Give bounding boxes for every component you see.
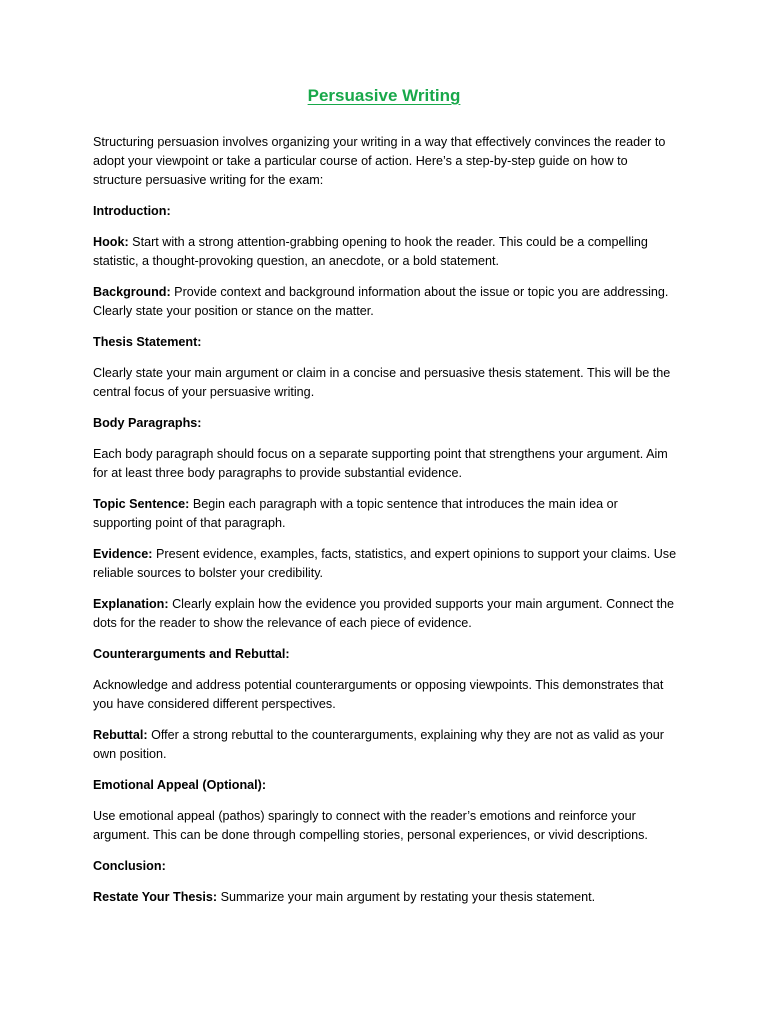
explanation-paragraph	[93, 595, 678, 633]
evidence-paragraph	[93, 545, 678, 583]
evidence-text: Present evidence, examples, facts, statistics, and expert opinions to support your claims. Use reliable sources to bolster your credibility.	[93, 547, 677, 580]
introduction-heading: Introduction:	[93, 204, 171, 218]
background-text: Provide context and background information about the issue or topic you are addressing. Clearly state your position or stance on the matter.	[93, 285, 669, 318]
restate-thesis-label: Restate Your Thesis:	[93, 890, 218, 904]
background-label: Background:	[93, 285, 171, 299]
hook-label: Hook:	[93, 235, 129, 249]
conclusion-heading: Conclusion:	[93, 859, 166, 873]
explanation-text: Clearly explain how the evidence you provided supports your main argument. Connect the dots for the reader to show the relevance of each piece of evidence.	[93, 597, 675, 630]
rebuttal-text: Offer a strong rebuttal to the counterarguments, explaining why they are not as valid as your own position.	[93, 728, 664, 761]
page-title: Persuasive Writing	[307, 86, 461, 105]
topic-sentence-paragraph	[93, 495, 678, 533]
hook-text: Start with a strong attention-grabbing opening to hook the reader. This could be a compelling statistic, a thought-provoking question, an anecdote, or a bold statement.	[93, 235, 648, 268]
emotional-appeal-heading: Emotional Appeal (Optional):	[93, 778, 267, 792]
topic-sentence-text: Begin each paragraph with a topic sentence that introduces the main idea or supporting point of that paragraph.	[93, 497, 618, 530]
counterarguments-heading: Counterarguments and Rebuttal:	[93, 647, 290, 661]
body-paragraphs-heading: Body Paragraphs:	[93, 416, 202, 430]
background-paragraph	[93, 283, 678, 321]
counterarguments-paragraph: Acknowledge and address potential counterarguments or opposing viewpoints. This demonstrates that you have considered different perspectives.	[93, 678, 664, 711]
thesis-paragraph: Clearly state your main argument or claim in a concise and persuasive thesis statement. This will be the central focus of your persuasive writing.	[93, 366, 671, 399]
thesis-heading: Thesis Statement:	[93, 335, 202, 349]
evidence-label: Evidence:	[93, 547, 153, 561]
restate-thesis-text: Summarize your main argument by restating your thesis statement.	[217, 890, 596, 904]
rebuttal-paragraph	[93, 726, 678, 764]
emotional-appeal-paragraph: Use emotional appeal (pathos) sparingly to connect with the reader’s emotions and reinforce your argument. This can be done through compelling stories, personal experiences, or vivid descriptions.	[93, 809, 648, 842]
hook-paragraph	[93, 233, 678, 271]
document-body	[93, 133, 678, 919]
topic-sentence-label: Topic Sentence:	[93, 497, 190, 511]
explanation-label: Explanation:	[93, 597, 169, 611]
body-paragraphs-text: Each body paragraph should focus on a separate supporting point that strengthens your argument. Aim for at least three body paragraphs to provide substantial evidence.	[93, 447, 668, 480]
rebuttal-label: Rebuttal:	[93, 728, 148, 742]
intro-paragraph: Structuring persuasion involves organizing your writing in a way that effectively convinces the reader to adopt your viewpoint or take a particular course of action. Here’s a step-by-step guide on how to structure persuasive writing for the exam:	[93, 135, 666, 187]
restate-thesis-paragraph	[93, 888, 678, 907]
